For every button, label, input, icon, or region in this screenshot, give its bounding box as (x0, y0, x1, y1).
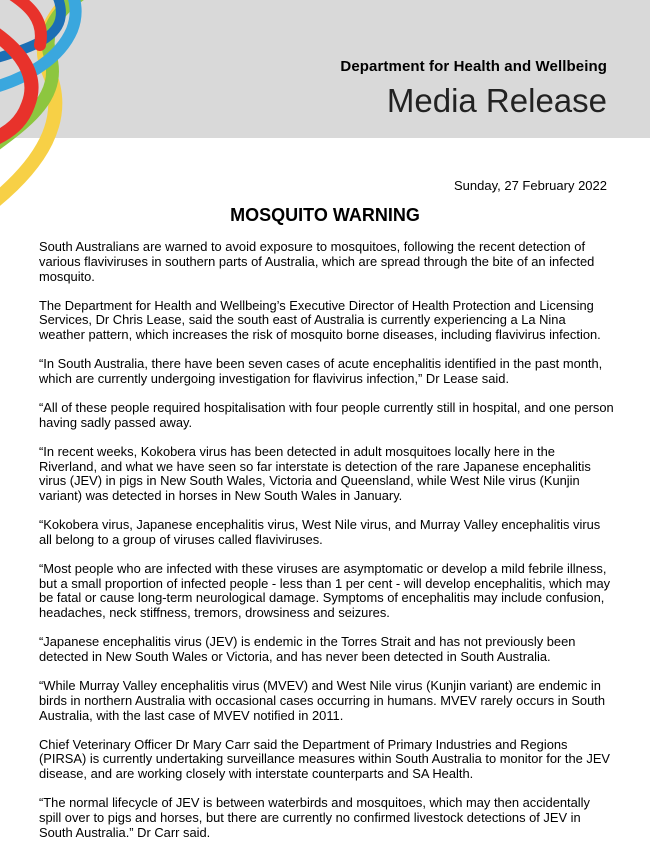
body-paragraph: “In South Australia, there have been seven cases of acute encephalitis identified in the past month, which are currently undergoing investigation for flavivirus infection,” Dr Lease said. (39, 356, 603, 386)
body-paragraph: “While Murray Valley encephalitis virus (MVEV) and West Nile virus (Kunjin variant) are endemic in birds in northern Australia with occasional cases occurring in humans. MVEV rarely occurs in South Australia, with the last case of MVEV notified in 2011. (39, 678, 606, 723)
release-body (39, 240, 614, 855)
ribbon-logo (0, 0, 90, 230)
body-paragraph: “Japanese encephalitis virus (JEV) is endemic in the Torres Strait and has not previously been detected in New South Wales or Victoria, and has never been detected in South Australia. (39, 634, 576, 665)
release-date: Sunday, 27 February 2022 (454, 178, 607, 193)
body-paragraph: Chief Veterinary Officer Dr Mary Carr said the Department of Primary Industries and Regions (PIRSA) is currently undertaking surveillance measures within South Australia to monitor for the JEV disease, and are working closely with interstate counterparts and SA Health. (39, 736, 611, 782)
body-paragraph: “In recent weeks, Kokobera virus has been detected in adult mosquitoes locally here in the Riverland, and what we have seen so far interstate is detection of the rare Japanese encephalitis virus (JEV) in pigs in New South Wales, Victoria and Queensland, while West Nile virus (Kunjin variant) was detected in horses in New South Wales in January. (39, 443, 591, 504)
department-name: Department for Health and Wellbeing (340, 58, 607, 75)
body-paragraph: “Kokobera virus, Japanese encephalitis virus, West Nile virus, and Murray Valley encephalitis virus all belong to a group of viruses called flaviviruses. (39, 517, 601, 547)
body-paragraph: “All of these people required hospitalisation with four people currently still in hospital, and one person having sadly passed away. (39, 399, 614, 430)
body-paragraph: “Most people who are infected with these viruses are asymptomatic or develop a mild febrile illness, but a small proportion of infected people - less than 1 per cent - will develop encephalitis, which may be fatal or cause long-term neurological damage. Symptoms of encephalitis may include confusion, headaches, neck stiffness, tremors, drowsiness and seizures. (39, 560, 611, 621)
release-title: MOSQUITO WARNING (230, 205, 420, 225)
body-paragraph: The Department for Health and Wellbeing’s Executive Director of Health Protection and Licensing Services, Dr Chris Lease, said the south east of Australia is currently experiencing a La Nina weather pattern, which increases the risk of mosquito borne diseases, including flavivirus infection. (39, 297, 601, 343)
body-paragraph: “The normal lifecycle of JEV is between waterbirds and mosquitoes, which may then accidentally spill over to pigs and horses, but there are currently no confirmed livestock detections of JEV in South Australia.” Dr Carr said. (39, 795, 590, 840)
body-paragraph: South Australians are warned to avoid exposure to mosquitoes, following the recent detection of various flaviviruses in southern parts of Australia, which are spread through the bite of an infected mosquito. (39, 239, 595, 284)
document-type-heading: Media Release (386, 82, 607, 119)
